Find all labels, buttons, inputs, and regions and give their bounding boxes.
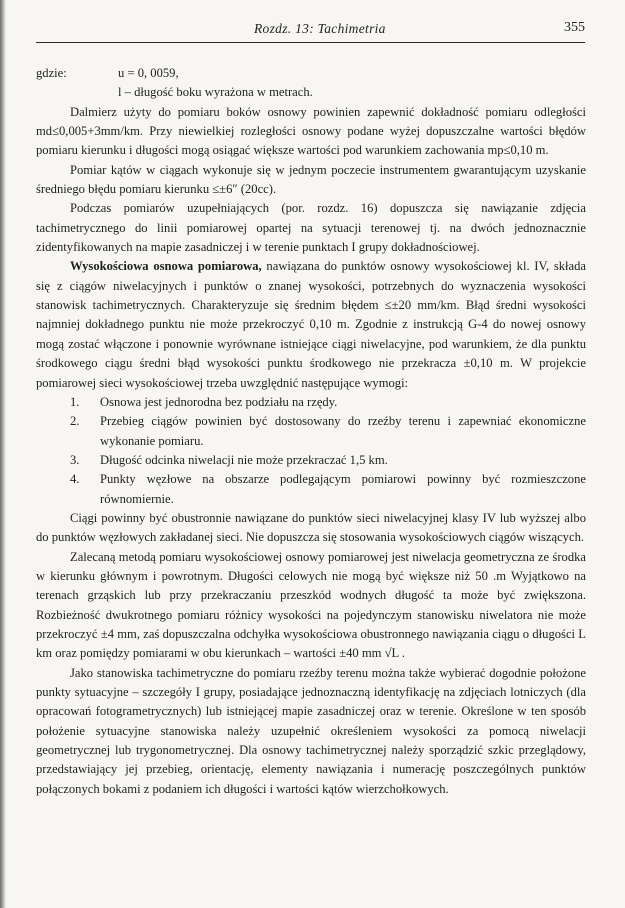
list-item: 3. Długość odcinka niwelacji nie może przekraczać 1,5 km. [70,452,388,467]
requirements-list [36,393,586,509]
section-paragraph [36,257,586,392]
paragraph: Podczas pomiarów uzupełniających (por. rozdz. 16) dopuszcza się nawiązanie zdjęcia tachimetrycznego do linii pomiarowej opartej na sytuacji terenowej tj. na dwóch jednoznacznie zidentyfikowanych na mapie zasadniczej i w terenie punktach I grupy dokładnościowej. [36,201,586,255]
paragraph: Zalecaną metodą pomiaru wysokościowej osnowy pomiarowej jest niwelacja geometryczna ze środka w kierunku głównym i powrotnym. Długości celowych nie mogą być większe niż 50 .m Wyjątkowo na terenach grząskich lub przy przekraczaniu przeszkód wodnych długość ta może być zwiększona. Rozbieżność dwukrotnego pomiaru różnicy wysokości na pojedynczym stanowisku niwelatora nie może przekroczyć ±4 mm, zaś dopuszczalna odchyłka wysokościowa obustronnego nawiązania ciągu o długości L km oraz pomiędzy pomiarami w obu kierunkach – wartości ±40 mm √L . [36,549,586,661]
where-line: u = 0, 0059, [118,66,179,80]
where-label: gdzie: [36,66,67,80]
where-line: l – długość boku wyrażona w metrach. [118,85,313,100]
paragraph: Jako stanowiska tachimetryczne do pomiaru rzeźby terenu można także wybierać dogodnie położone punkty sytuacyjne – szczegóły I grupy, posiadające jednoznaczną identyfikację na zdjęciach lotniczych (dla opracowań fotogrametrycznych) lub istniejącej mapie zasadniczej oraz w terenie. Określone w ten sposób położenie sytuacyjne stanowiska należy uzupełnić określeniem wysokości za pomocą niwelacji geometrycznej lub trygonometrycznej. Dla osnowy tachimetrycznej należy sporządzić szkic przeglądowy, przedstawiający jej przebieg, orientację, elementy nawiązania i numerację poszczególnych punktów połączonych bokami z podaniem ich długości i wartości kątów wierzchołkowych. [36,665,586,796]
paragraph: Pomiar kątów w ciągach wykonuje się w jednym poczecie instrumentem gwarantującym uzyskanie średniego błędu pomiaru kierunku ≤±6″ (20cc). [36,162,586,197]
chapter-title: Rozdz. 13: Tachimetria [254,21,386,36]
list-item: 2. Przebieg ciągów powinien być dostosowany do rzeźby terenu i zapewniać ekonomiczne wykonanie pomiaru. [70,414,586,448]
paragraph: Ciągi powinny być obustronnie nawiązane do punktów sieci niwelacyjnej klasy IV lub wyższej albo do punktów węzłowych zakładanej sieci. Nie dopuszcza się stosowania wysokościowych ciągów wiszących. [36,510,586,545]
page-number: 355 [564,20,585,35]
page-body [36,64,586,799]
section-heading: Wysokościowa osnowa pomiarowa, [70,259,262,274]
list-item: 4. Punkty węzłowe na obszarze podlegającym pomiarowi powinny być rozmieszczone równomiernie. [70,472,586,506]
section-text: nawiązana do punktów osnowy wysokościowej kl. IV, składa się z ciągów niwelacyjnych i punktów o znanej wysokości, potrzebnych do wyznaczenia wysokości stanowisk tachimetrycznych. Charakteryzuje się średnim błędem ≤±20 mm/km. Błąd średni wysokości najmniej dokładnego punktu nie może przekroczyć 0,10 m. Zgodnie z instrukcją G-4 do nowej osnowy mogą zostać włączone i ponownie wyrównane istniejące ciągi niwelacyjne, pod warunkiem, że dla punktu środkowego ciągu średni błąd wysokości punktu środkowego nie przekracza ±0,10 m. W projekcie pomiarowej sieci wysokościowej trzeba uwzględnić następujące wymogi: [36,259,587,390]
page-binding-shadow [0,0,6,908]
paragraph: Dalmierz użyty do pomiaru boków osnowy powinien zapewnić dokładność pomiaru odległości md≤0,005+3mm/km. Przy niewielkiej rozległości osnowy podane wyżej dopuszczalne wartości błędów pomiaru kierunku i długości mogą osiągać większe wartości pod warunkiem zachowania mp≤0,10 m. [36,104,586,158]
list-item: 1. Osnowa jest jednorodna bez podziału na rzędy. [70,394,338,409]
running-header [36,20,585,43]
where-block [36,64,586,103]
